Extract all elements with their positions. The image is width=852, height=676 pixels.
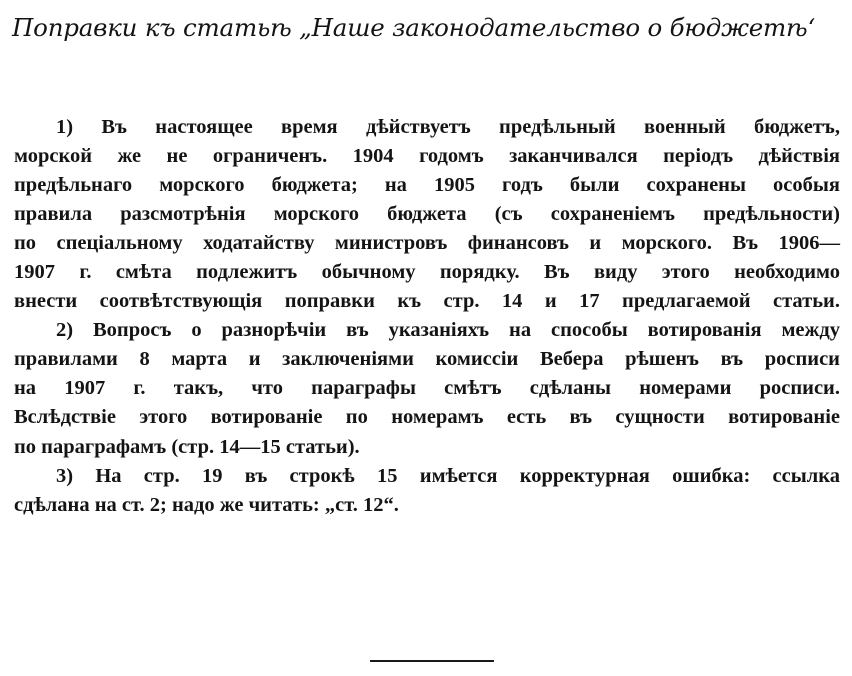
document-body	[14, 113, 840, 520]
text-line: по спеціальному ходатайству министровъ финансовъ и морского. Въ 1906—	[14, 232, 840, 255]
text-line: морской же не ограниченъ. 1904 годомъ заканчивался періодъ дѣйствія	[14, 145, 840, 168]
document-title: Поправки къ статьѣ „Наше законодательство о бюджетѣ‘	[12, 13, 816, 42]
text-line: на 1907 г. такъ, что параграфы смѣтъ сдѣланы номерами росписи.	[14, 377, 840, 400]
text-line: 1) Въ настоящее время дѣйствуетъ предѣльный военный бюджетъ,	[56, 116, 840, 138]
text-line: 2) Вопросъ о разнорѣчіи въ указаніяхъ на способы вотированія между	[56, 319, 840, 342]
text-line: правила разсмотрѣнія морского бюджета (съ сохраненіемъ предѣльности)	[14, 203, 840, 226]
text-line: правилами 8 марта и заключеніями комиссіи Вебера рѣшенъ въ росписи	[14, 348, 840, 371]
text-line: Вслѣдствіе этого вотированіе по номерамъ есть въ сущности вотированіе	[14, 406, 840, 429]
closing-rule	[370, 660, 494, 662]
text-line: 1907 г. смѣта подлежитъ обычному порядку. Въ виду этого необходимо	[14, 261, 840, 284]
paragraph-1	[14, 113, 840, 316]
paragraph-2	[14, 316, 840, 461]
text-line: предѣльнаго морского бюджета; на 1905 годъ были сохранены особыя	[14, 174, 840, 197]
text-line: сдѣлана на ст. 2; надо же читать: „ст. 12“.	[14, 493, 399, 516]
text-line: 3) На стр. 19 въ строкѣ 15 имѣется корректурная ошибка: ссылка	[56, 464, 840, 487]
paragraph-3	[14, 462, 840, 520]
text-line: по параграфамъ (стр. 14—15 статьи).	[14, 435, 360, 458]
text-line: внести соотвѣтствующія поправки къ стр. 14 и 17 предлагаемой статьи.	[14, 290, 840, 313]
